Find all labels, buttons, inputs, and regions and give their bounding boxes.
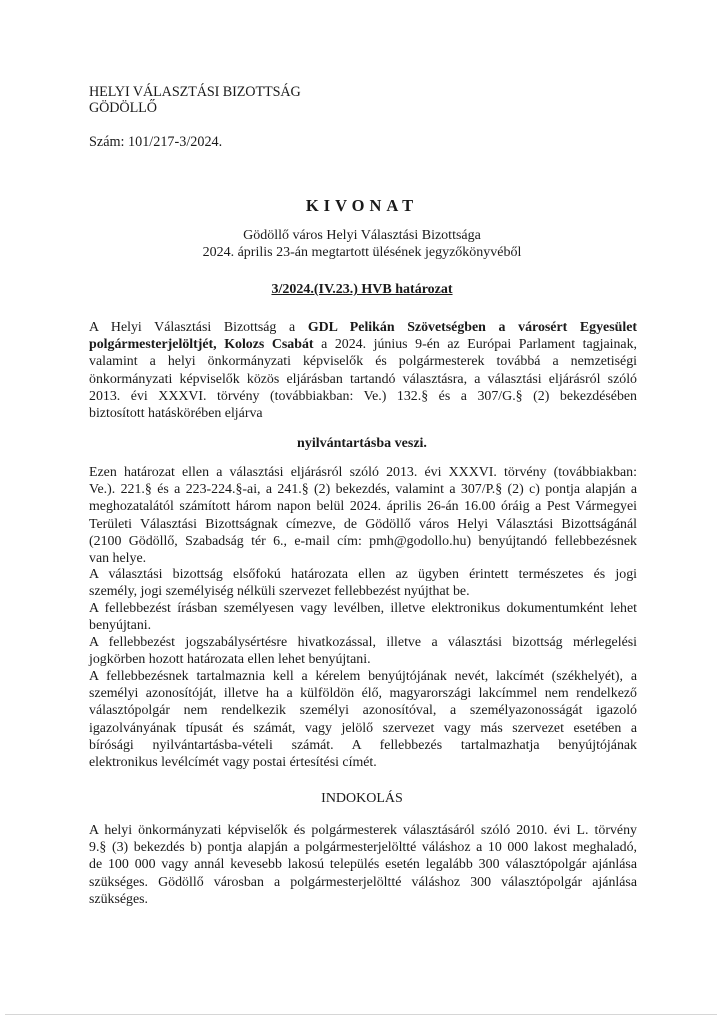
page-bottom-rule [5,1014,717,1015]
text-line: Ezen határozat ellen a választási eljárásról szóló 2013. évi XXXVI. törvény (továbbiakban: [89,465,637,480]
text-line: Ve.). 221.§ és a 223-224.§-ai, a 241.§ (2) bekezdés, valamint a 307/P.§ (2) c) pontja alapján a [89,482,637,498]
text-line: igazolványának típusát és számát, vagy jelölő szervezet vagy más szervezet esetében a [89,720,637,736]
justification-paragraph [89,822,637,908]
resolution-number: 3/2024.(IV.23.) HVB határozat [271,282,453,297]
text-line: jogkörben hozott határozata ellen lehet benyújtani. [89,652,371,668]
text-line: benyújtani. [89,618,152,634]
text-line: elektronikus levélcímét vagy postai értesítési címét. [89,755,377,771]
text-line: meghozatalától számított három napon belül 2024. április 26-án 16.00 óráig a Pest Vármegyei [89,499,637,515]
text-line: Területi Választási Bizottságnak címezve, de Gödöllő város Helyi Választási Bizottságánál [89,516,637,532]
text-line: szükséges. Gödöllő városban a polgármesterjelöltté váláshoz 300 választópolgár ajánlása [89,874,637,890]
text-line: A fellebbezést jogszabálysértésre hivatkozással, illetve a választási bizottság mérlegelési [89,635,637,650]
text-line: A fellebbezésnek tartalmaznia kell a kérelem benyújtójának nevét, lakcímét (székhelyét), a [89,669,637,684]
text-line: de 100 000 vagy annál kevesebb lakosú település esetén legalább 300 választópolgár ajánlása [89,857,637,873]
reference-number: Szám: 101/217-3/2024. [89,134,223,150]
intro-paragraph [89,319,637,422]
issuer-name: HELYI VÁLASZTÁSI BIZOTTSÁG [89,84,301,100]
document-title: KIVONAT [305,196,419,215]
justification-heading: INDOKOLÁS [321,791,403,806]
intro-line [89,336,637,353]
decision-statement: nyilvántartásba veszi. [297,436,427,451]
text-line: A választási bizottság elsőfokú határozata ellen az ügyben érintett természetes és jogi [89,567,637,582]
appeal-content-paragraph [89,668,637,771]
subtitle-line-1: Gödöllő város Helyi Választási Bizottsága [243,228,481,243]
text-line: választópolgár nem rendelkezik személyi azonosítóval, a személyazonosságát igazoló [89,703,637,719]
issuer-city: GÖDÖLLŐ [89,100,157,116]
text-line: van helye. [89,551,147,567]
text-line: A helyi önkormányzati képviselők és polgármesterek választásáról szóló 2010. évi L. törvény [89,823,637,838]
intro-line: valamint a helyi önkormányzati képviselők és polgármesterek továbbá a nemzetiségi [89,354,637,370]
appeal-grounds-paragraph [89,634,637,668]
appeal-eligibility-paragraph [89,566,637,600]
subtitle-line-2: 2024. április 23-án megtartott ülésének jegyzőkönyvéből [202,245,522,260]
intro-line: 2013. évi XXXVI. törvény (továbbiakban: Ve.) 132.§ és a 307/G.§ (2) bekezdésében [89,388,637,404]
organization-name: GDL Pelikán Szövetségben a városért Egyesület [307,320,637,335]
text-line: (2100 Gödöllő, Szabadság tér 6., e-mail cím: pmh@godollo.hu) benyújtandó fellebbezésnek [89,533,637,549]
text-line: A fellebbezést írásban személyesen vagy levélben, illetve elektronikus dokumentumként lehet [89,601,637,616]
text-line: személyi azonosítóját, illetve ha a külföldön élő, magyarországi lakcímmel nem rendelkező [89,686,637,702]
candidate-name: polgármesterjelöltjét, Kolozs Csabát [89,337,314,353]
intro-line [89,319,637,336]
text-line: személy, jogi személyiség nélküli szervezet fellebbezést nyújthat be. [89,584,470,600]
appeal-paragraph [89,464,637,567]
text-line: 9.§ (3) bekezdés b) pontja alapján a polgármesterjelöltté váláshoz a 10 000 lakost meghaladó, [89,840,637,856]
intro-text: A Helyi Választási Bizottság a [89,320,308,335]
intro-line: biztosított hatáskörében eljárva [89,406,263,422]
text-line: szükséges. [89,891,149,907]
intro-line: önkormányzati képviselők közös eljárásban tartandó választásra, a választási eljárásról szóló [89,371,637,387]
text-line: bírósági nyilvántartásba-vételi számát. A fellebbezés tartalmazhatja benyújtójának [89,737,637,753]
intro-text: a 2024. június 9-én az Európai Parlament tagjainak, [313,337,638,353]
appeal-form-paragraph [89,600,637,634]
